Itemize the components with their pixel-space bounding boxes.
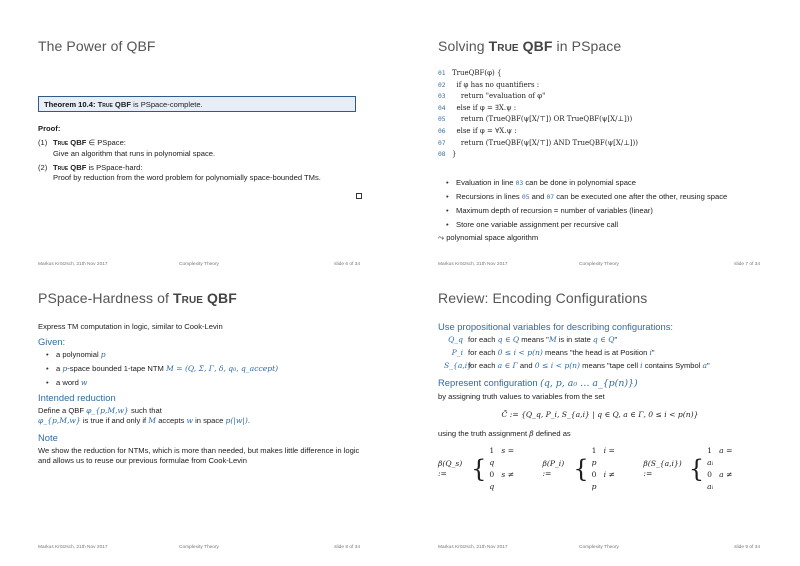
slide-8 [0, 283, 400, 566]
represent-heading: Represent configuration (q, p, a₀ … a_{p(n)}) [438, 377, 638, 390]
code-text: return (TrueQBF(ψ[X/⊤]) OR TrueQBF(ψ[X/⊥])) [452, 115, 633, 124]
slide-title [438, 38, 621, 54]
proof [38, 124, 362, 183]
footer-course: Complexity Theory [579, 262, 619, 267]
code-text: return "evaluation of φ" [452, 92, 546, 101]
code-line [438, 149, 638, 161]
case-row: 1 i = p [591, 445, 615, 467]
slide-title [38, 290, 237, 306]
case-definition [543, 445, 618, 493]
footer-author-date: Markus Krötzsch, 21th Nov 2017 [438, 545, 508, 550]
left-brace-icon: { [688, 454, 705, 483]
theorem-box [38, 96, 356, 112]
variable-definitions [444, 335, 762, 372]
slide-title: Review: Encoding Configurations [438, 290, 648, 306]
bullet-item: • Maximum depth of recursion = number of variables (linear) [438, 206, 762, 216]
code-line [438, 138, 638, 150]
footer-course: Complexity Theory [579, 545, 619, 550]
proof-item-detail: Proof by reduction from the word problem for polynomially space-bounded TMs. [53, 173, 321, 182]
bullet-item: • a p-space bounded 1-tape NTM M = (Q, Σ, Γ, δ, q₀, q_accept) [38, 364, 362, 374]
theorem-text: is PSpace-complete. [133, 100, 203, 109]
code-line [438, 114, 638, 126]
slide-6 [0, 0, 400, 283]
proof-item-subject: True QBF [53, 138, 87, 148]
proof-label: Proof: [38, 124, 61, 133]
code-line [438, 68, 638, 80]
given-list [38, 350, 362, 388]
case-lhs: β(P_i) := [542, 458, 565, 478]
title-problem-name: True QBF [172, 290, 237, 306]
code-text: if φ has no quantifiers : [452, 80, 540, 89]
bullet-item: • Recursions in lines 05 and 07 can be executed one after the other, reusing space [438, 192, 762, 202]
bullet-section [438, 178, 762, 244]
qed-box-icon [356, 193, 362, 199]
code-line [438, 91, 638, 103]
left-brace-icon: { [471, 454, 487, 483]
theorem-subject: True QBF [97, 100, 131, 109]
proof-item-number: (1) [38, 138, 48, 148]
case-rows [592, 445, 618, 493]
footer-author-date: Markus Krötzsch, 21th Nov 2017 [38, 262, 108, 267]
footer-author-date: Markus Krötzsch, 21th Nov 2017 [38, 545, 108, 550]
footer-page: slide 8 of 34 [334, 545, 360, 550]
assign-text: by assigning truth values to variables from the set [438, 392, 605, 402]
line-number: 07 [438, 139, 446, 147]
case-row: 0 i ≠ p [591, 469, 615, 491]
footer-page: slide 7 of 34 [734, 262, 760, 267]
truth-text: using the truth assignment β defined as [438, 428, 571, 438]
code-text: else if φ = ∃X.ψ : [452, 103, 517, 112]
proof-item-claim: ∈ PSpace: [88, 138, 126, 148]
bullet-item: • Evaluation in line 03 can be done in polynomial space [438, 178, 762, 188]
slide-body [438, 317, 762, 493]
code-line [438, 80, 638, 92]
line-number: 05 [438, 116, 446, 124]
case-lhs: β(S_{a,i}) := [643, 458, 682, 478]
line-number: 03 [438, 93, 446, 101]
case-row: 1 a = aᵢ [707, 445, 733, 467]
line-number: 06 [438, 127, 446, 135]
set-equation: C̄ := {Q_q, P_i, S_{a,i} | q ∈ Q, a ∈ Γ, 0 ≤ i < p(n)} [501, 410, 699, 420]
slide-7 [400, 0, 800, 283]
conclusion [438, 233, 762, 243]
case-rows [489, 445, 516, 493]
pseudocode-block [438, 68, 638, 161]
truth-assignment-cases [438, 445, 762, 493]
case-definition [643, 445, 736, 493]
leads-to-arrow-icon: ⤳ [438, 233, 445, 243]
case-lhs: β(Q_s) := [438, 458, 463, 478]
note-text: We show the reduction for NTMs, which is more than needed, but makes little difference in logic and allows us to reuse our previous formulae from Cook-Levin [38, 445, 360, 465]
proof-item-number: (2) [38, 162, 48, 172]
title-problem-name: True QBF [488, 38, 553, 54]
line-number: 08 [438, 151, 446, 159]
title-text: in PSpace [556, 38, 622, 54]
footer-page: slide 6 of 34 [334, 262, 360, 267]
title-text: PSpace-Hardness of [38, 290, 169, 306]
code-text: TrueQBF(φ) { [452, 69, 502, 77]
reduction-heading: Intended reduction [38, 391, 116, 403]
case-row: 1 s = q [489, 445, 515, 467]
proof-item [38, 163, 362, 184]
vars-heading: Use propositional variables for describing configurations: [438, 321, 674, 332]
bullet-item: • a word w [38, 378, 362, 388]
line-number: 01 [438, 70, 446, 77]
code-line [438, 126, 638, 138]
footer-author-date: Markus Krötzsch, 21th Nov 2017 [438, 262, 508, 267]
code-text: return (TrueQBF(ψ[X/⊤]) AND TrueQBF(ψ[X/⊥])) [452, 138, 638, 147]
footer-page: slide 9 of 34 [734, 545, 760, 550]
proof-item [38, 138, 362, 159]
footer-course: Complexity Theory [179, 262, 219, 267]
slide-body [38, 322, 362, 466]
left-brace-icon: { [573, 454, 589, 483]
code-line [438, 103, 638, 115]
bullet-item: • Store one variable assignment per recursive call [438, 220, 762, 230]
case-rows [707, 445, 736, 493]
variable-def-row: S_{a,i} for each a ∈ Γ and 0 ≤ i < p(n) means "tape cell i contains Symbol a" [444, 361, 710, 371]
proof-item-subject: True QBF [53, 162, 87, 172]
line-number: 02 [438, 81, 446, 89]
note-heading: Note [38, 432, 58, 444]
line-number: 04 [438, 104, 446, 112]
code-text: else if φ = ∀X.ψ : [452, 126, 517, 135]
reduction-text: Define a QBF φ_{p,M,w} such that φ_{p,M,w} is true if and only if M accepts w in space p(|w|). [38, 405, 251, 425]
given-heading: Given: [38, 336, 66, 348]
proof-item-detail: Give an algorithm that runs in polynomial space. [53, 148, 216, 158]
variable-def-row: Q_q for each q ∈ Q means "M is in state q ∈ Q" [448, 334, 618, 344]
variable-def-row: P_i for each 0 ≤ i < p(n) means "the head is at Position i" [451, 347, 655, 357]
slide-9 [400, 283, 800, 566]
theorem-label: Theorem 10.4: [44, 100, 96, 109]
case-row: 0 a ≠ aᵢ [707, 469, 733, 491]
footer-course: Complexity Theory [179, 545, 219, 550]
slide-title: The Power of QBF [38, 38, 156, 54]
conclusion-text: polynomial space algorithm [446, 233, 539, 243]
proof-item-claim: is PSpace-hard: [88, 162, 143, 172]
case-row: 0 s ≠ q [489, 469, 515, 491]
intro-text: Express TM computation in logic, similar to Cook-Levin [38, 322, 223, 331]
case-definition [438, 445, 517, 493]
title-text: Solving [438, 38, 485, 54]
code-text: } [452, 150, 457, 159]
bullet-list [438, 178, 762, 230]
bullet-item: • a polynomial p [38, 350, 362, 360]
